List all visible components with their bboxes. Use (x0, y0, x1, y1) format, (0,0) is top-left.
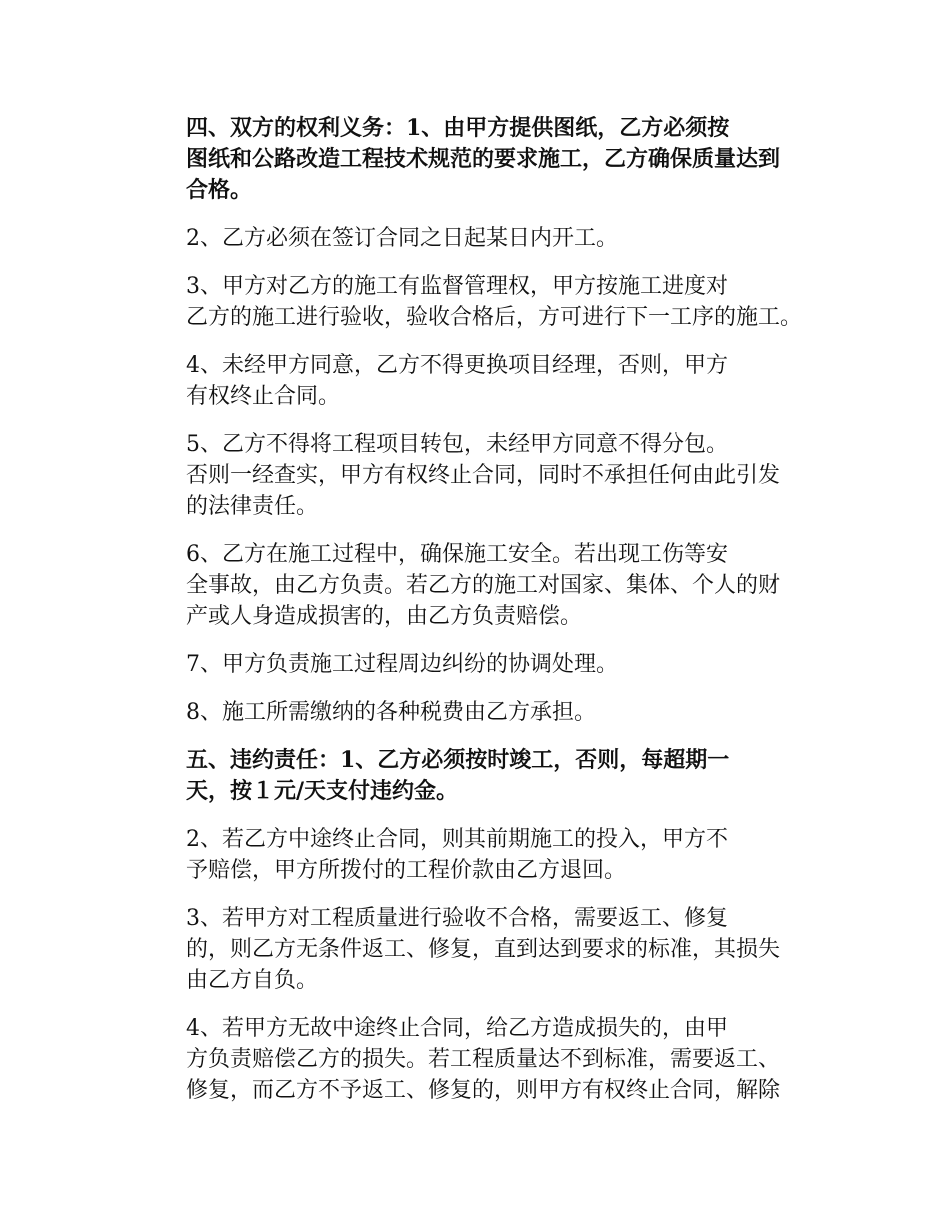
text-line: 四、双方的权利义务：1、由甲方提供图纸，乙方必须按 (186, 115, 730, 141)
text-line: 的，则乙方无条件返工、修复，直到达到要求的标准，其损失 (186, 937, 781, 962)
clause-paragraph-6 (142, 539, 820, 632)
text-line: 3、若甲方对工程质量进行验收不合格，需要返工、修复 (186, 906, 728, 931)
text-line: 合格。 (186, 177, 253, 203)
text-line: 方负责赔偿乙方的损失。若工程质量达不到标准，需要返工、 (186, 1047, 781, 1072)
text-line: 的法律责任。 (186, 494, 319, 519)
clause-paragraph-3 (142, 271, 820, 333)
text-line: 有权终止合同。 (186, 384, 341, 409)
clause-paragraph-5 (142, 429, 820, 522)
clause-paragraph-2 (142, 223, 820, 254)
text-line: 产或人身造成损害的，由乙方负责赔偿。 (186, 604, 583, 629)
liability-paragraph-4 (142, 1013, 820, 1106)
text-line: 4、若甲方无故中途终止合同，给乙方造成损失的，由甲 (186, 1016, 728, 1041)
text-line: 图纸和公路改造工程技术规范的要求施工，乙方确保质量达到 (186, 146, 781, 172)
text-line: 5、乙方不得将工程项目转包，未经甲方同意不得分包。 (186, 432, 728, 457)
text-line: 7、甲方负责施工过程周边纠纷的协调处理。 (186, 652, 618, 677)
text-line: 由乙方自负。 (186, 968, 319, 993)
text-line: 4、未经甲方同意，乙方不得更换项目经理，否则，甲方 (186, 353, 728, 378)
clause-paragraph-7 (142, 649, 820, 680)
liability-paragraph-2 (142, 824, 820, 886)
text-line: 予赔偿，甲方所拨付的工程价款由乙方退回。 (186, 858, 627, 883)
text-line: 修复，而乙方不予返工、修复的，则甲方有权终止合同，解除 (186, 1078, 781, 1103)
text-line: 天，按１元/天支付违约金。 (186, 778, 459, 804)
section-five-heading-paragraph (142, 745, 820, 807)
text-line: 3、甲方对乙方的施工有监督管理权，甲方按施工进度对 (186, 274, 728, 299)
text-line: 2、若乙方中途终止合同，则其前期施工的投入，甲方不 (186, 827, 728, 852)
text-line: 2、乙方必须在签订合同之日起某日内开工。 (186, 226, 618, 251)
text-line: 否则一经查实，甲方有权终止合同，同时不承担任何由此引发 (186, 463, 781, 488)
clause-paragraph-4 (142, 350, 820, 412)
text-line: 全事故，由乙方负责。若乙方的施工对国家、集体、个人的财 (186, 573, 781, 598)
text-line: 6、乙方在施工过程中，确保施工安全。若出现工伤等安 (186, 542, 728, 567)
text-line: 乙方的施工进行验收，验收合格后，方可进行下一工序的施工。 (186, 305, 803, 330)
liability-paragraph-3 (142, 903, 820, 996)
clause-paragraph-8 (142, 697, 820, 728)
text-line: 8、施工所需缴纳的各种税费由乙方承担。 (186, 700, 596, 725)
text-line: 五、违约责任：1、乙方必须按时竣工，否则，每超期一 (186, 747, 730, 773)
section-four-heading-paragraph (142, 113, 820, 206)
